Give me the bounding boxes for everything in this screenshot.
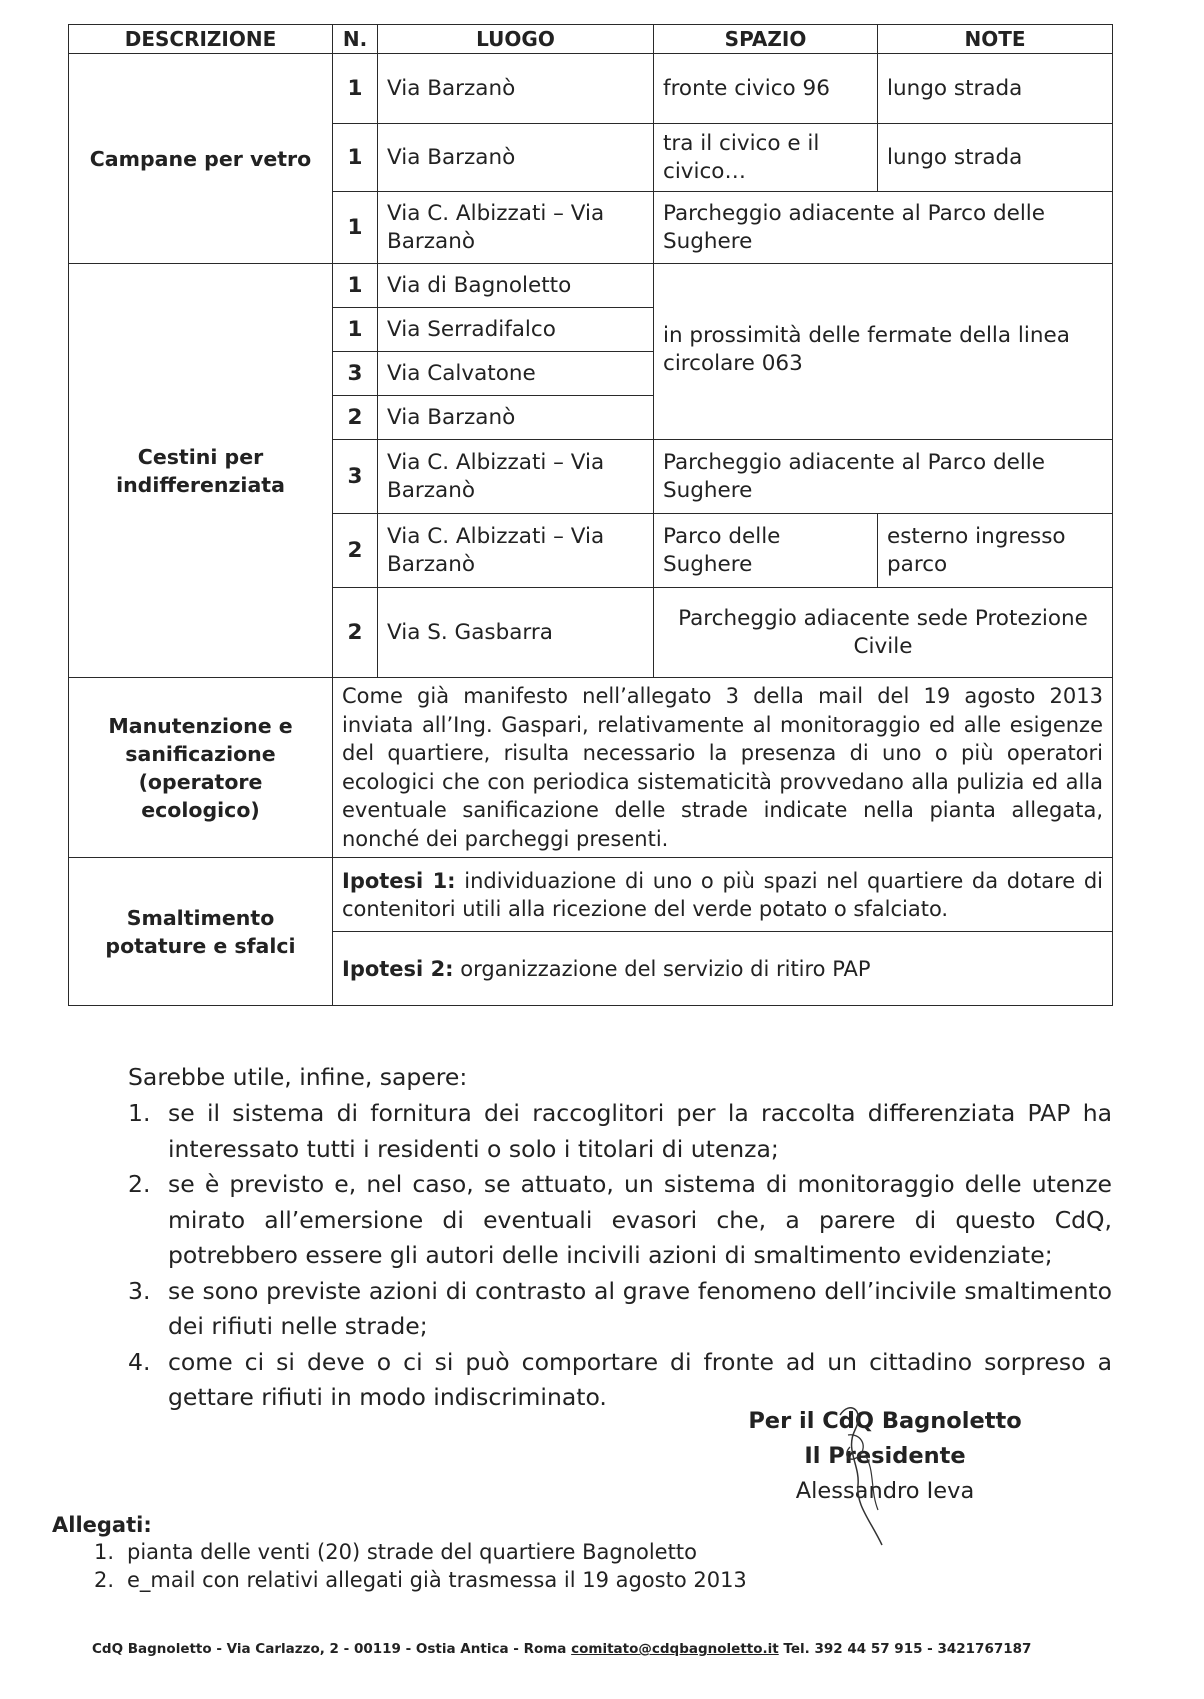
- allegato-number: 1.: [94, 1540, 115, 1564]
- cell-manutenzione-text: Come già manifesto nell’allegato 3 della mail del 19 agosto 2013 inviata all’Ing. Gaspari, relativamente al monitoraggio ed alle esigenze del quartiere, risulta necessario la presenza di uno o più operatori ecologici che con periodica sistematicità provvedano alla pulizia ed alla eventuale sanificazione delle strade indicate nella pianta allegata, nonché dei parcheggi presenti.: [333, 678, 1113, 858]
- category-manutenzione: Manutenzione e sanificazione (operatore ecologico): [69, 678, 333, 858]
- cell-luogo: Via C. Albizzati – Via Barzanò: [378, 514, 654, 588]
- cell-luogo: Via C. Albizzati – Via Barzanò: [378, 192, 654, 264]
- question-text: se è previsto e, nel caso, se attuato, un sistema di monitoraggio delle utenze mirato all’emersione di eventuali evasori che, a parere di questo CdQ, potrebbero essere gli autori delle incivili azioni di smaltimento evidenziate;: [168, 1170, 1112, 1269]
- cell-n: 1: [333, 124, 378, 192]
- cell-n: 1: [333, 264, 378, 308]
- list-item: [94, 1566, 747, 1594]
- cell-n: 2: [333, 514, 378, 588]
- cell-spazio: Parcheggio adiacente al Parco delle Sughere: [654, 192, 1113, 264]
- allegato-number: 2.: [94, 1568, 115, 1592]
- allegati-heading: Allegati:: [52, 1513, 152, 1537]
- cell-luogo: Via C. Albizzati – Via Barzanò: [378, 440, 654, 514]
- header-note: NOTE: [878, 25, 1113, 54]
- page-footer: [92, 1640, 1031, 1658]
- signature-org: Per il CdQ Bagnoletto: [748, 1408, 1022, 1434]
- signature-name: Alessandro Ieva: [795, 1478, 975, 1504]
- ipotesi-1-text: individuazione di uno o più spazi nel quartiere da dotare di contenitori utili alla ricezione del verde potato o sfalciato.: [342, 868, 1103, 921]
- category-campane: Campane per vetro: [69, 54, 333, 264]
- cell-luogo: Via di Bagnoletto: [378, 264, 654, 308]
- cell-luogo: Via Serradifalco: [378, 308, 654, 352]
- question-text: se il sistema di fornitura dei raccoglitori per la raccolta differenziata PAP ha interessato tutti i residenti o solo i titolari di utenza;: [168, 1099, 1112, 1163]
- questions-intro: Sarebbe utile, infine, sapere:: [128, 1063, 468, 1091]
- header-n: N.: [333, 25, 378, 54]
- ipotesi-2-text: organizzazione del servizio di ritiro PAP: [453, 956, 871, 981]
- footer-address: CdQ Bagnoletto - Via Carlazzo, 2 - 00119 - Ostia Antica - Roma: [92, 1641, 572, 1657]
- ipotesi-1-label: Ipotesi 1:: [342, 868, 456, 893]
- cell-spazio: Parco delle Sughere: [654, 514, 878, 588]
- question-number: 4.: [128, 1347, 151, 1376]
- table-row: [69, 858, 1113, 932]
- footer-phones: Tel. 392 44 57 915 - 3421767187: [778, 1641, 1032, 1657]
- waste-points-table: [68, 24, 1113, 1006]
- footer-email-link[interactable]: comitato@cdqbagnoletto.it: [571, 1641, 779, 1657]
- cell-note: lungo strada: [878, 54, 1113, 124]
- allegato-text: e_mail con relativi allegati già trasmessa il 19 agosto 2013: [127, 1568, 747, 1592]
- table-header-row: [69, 25, 1113, 54]
- cell-n: 1: [333, 192, 378, 264]
- cell-note: esterno ingresso parco: [878, 514, 1113, 588]
- cell-ipotesi-2: [333, 932, 1113, 1006]
- questions-list: [128, 1096, 1112, 1416]
- signature-role: Il Presidente: [804, 1443, 966, 1469]
- allegati-list: [94, 1538, 747, 1594]
- cell-luogo: Via Calvatone: [378, 352, 654, 396]
- header-spazio: SPAZIO: [654, 25, 878, 54]
- cell-spazio: fronte civico 96: [654, 54, 878, 124]
- cell-luogo: Via Barzanò: [378, 396, 654, 440]
- cell-spazio: Parcheggio adiacente sede Protezione Civile: [654, 588, 1113, 678]
- cell-ipotesi-1: [333, 858, 1113, 932]
- question-number: 1.: [128, 1099, 151, 1127]
- list-item: [94, 1538, 747, 1566]
- cell-n: 1: [333, 54, 378, 124]
- cell-spazio-fermate: in prossimità delle fermate della linea circolare 063: [654, 264, 1113, 440]
- cell-n: 2: [333, 588, 378, 678]
- cell-n: 3: [333, 440, 378, 514]
- cell-note: lungo strada: [878, 124, 1113, 192]
- list-item: [128, 1274, 1112, 1345]
- cell-luogo: Via S. Gasbarra: [378, 588, 654, 678]
- category-cestini: Cestini per indifferenziata: [69, 264, 333, 678]
- question-text: se sono previste azioni di contrasto al grave fenomeno dell’incivile smaltimento dei rifiuti nelle strade;: [168, 1276, 1112, 1340]
- cell-n: 1: [333, 308, 378, 352]
- header-descrizione: DESCRIZIONE: [69, 25, 333, 54]
- cell-spazio: tra il civico e il civico…: [654, 124, 878, 192]
- cell-n: 3: [333, 352, 378, 396]
- cell-luogo: Via Barzanò: [378, 54, 654, 124]
- question-number: 3.: [128, 1276, 151, 1305]
- allegato-text: pianta delle venti (20) strade del quartiere Bagnoletto: [127, 1540, 697, 1564]
- cell-spazio: Parcheggio adiacente al Parco delle Sughere: [654, 440, 1113, 514]
- table-row: [69, 54, 1113, 124]
- cell-n: 2: [333, 396, 378, 440]
- table-row: [69, 678, 1113, 858]
- question-text: come ci si deve o ci si può comportare di fronte ad un cittadino sorpreso a gettare rifiuti in modo indiscriminato.: [168, 1347, 1112, 1411]
- question-number: 2.: [128, 1170, 151, 1198]
- category-smaltimento: Smaltimento potature e sfalci: [69, 858, 333, 1006]
- handwritten-signature: [820, 1395, 900, 1555]
- list-item: [128, 1096, 1112, 1167]
- header-luogo: LUOGO: [378, 25, 654, 54]
- table-row: [69, 264, 1113, 308]
- ipotesi-2-label: Ipotesi 2:: [342, 956, 454, 981]
- list-item: [128, 1167, 1112, 1274]
- cell-luogo: Via Barzanò: [378, 124, 654, 192]
